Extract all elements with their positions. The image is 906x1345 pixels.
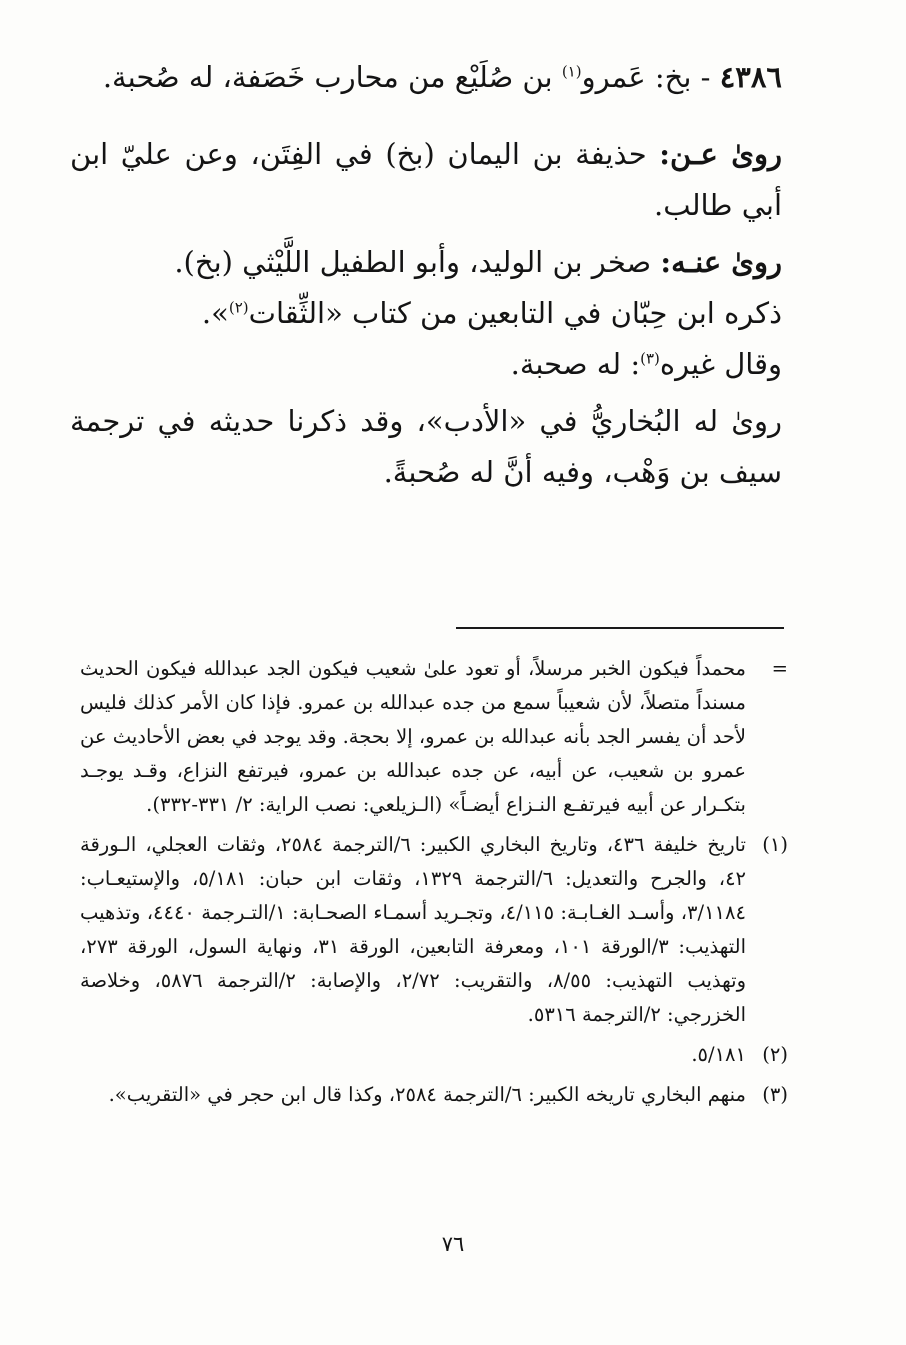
footnote-ref-1: (١): [561, 62, 582, 81]
entry-heading: [70, 52, 782, 103]
main-text: [70, 52, 782, 498]
narrated-from-label: روىٰ عـن:: [659, 137, 782, 171]
narrated-from-paragraph: [70, 129, 782, 231]
footnote-1: [80, 828, 788, 1032]
entry-heading-pre: - بخ: عَمرو: [581, 60, 711, 94]
footnote-separator: [456, 627, 784, 629]
thiqat-sentence: [70, 288, 782, 339]
footnote-mark: =: [771, 657, 788, 680]
others-pre: وقال غيره: [659, 347, 782, 381]
footnote-mark: (١): [762, 833, 788, 856]
footnote-text: محمداً فيكون الخبر مرسلاً، أو تعود علىٰ شعيب فيكون الجد عبدالله فيكون الحديث مسنداً متصلاً، لأن شعيباً سمع من جده عبدالله بن عمرو. فإذا كان الأمر كذلك فليس لأحد أن يفسر الجد بأنه عبدالله بن عمرو، إلا بحجة. وقد يوجد في بعض الأحاديث عن عمرو بن شعيب، عن أبيه، عن جده عبدالله بن عمرو، فيرتفع النزاع، وقـد يوجـد بتكـرار عن أبيه فيرتفـع النـزاع أيضـاً» (الـزيلعي: نصب الراية: ٢/ ٣٣١-٣٣٢).: [80, 657, 746, 816]
thiqat-post: ».: [201, 296, 229, 330]
footnote-ref-2: (٢): [228, 298, 249, 317]
narrated-by-text: صخر بن الوليد، وأبو الطفيل اللَّيْثي (بخ).: [174, 245, 652, 279]
footnotes: [80, 652, 788, 1112]
closing-paragraph: روىٰ له البُخاريُّ في «الأدب»، وقد ذكرنا حديثه في ترجمة سيف بن وَهْب، وفيه أنَّ له صُحبةً.: [70, 404, 782, 489]
narrated-by-paragraph: [70, 237, 782, 288]
narrated-from-text: حذيفة بن اليمان (بخ) في الفِتَن، وعن عليّ ابن أبي طالب.: [70, 137, 782, 222]
entry-heading-post: بن صُلَيْع من محارب خَصَفة، له صُحبة.: [102, 60, 553, 94]
footnote-text: منهم البخاري تاريخه الكبير: ٦/الترجمة ٢٥٨٤، وكذا قال ابن حجر في «التقريب».: [108, 1083, 746, 1106]
footnote-3: [80, 1078, 788, 1112]
footnote-text: تاريخ خليفة ٤٣٦، وتاريخ البخاري الكبير: ٦/الترجمة ٢٥٨٤، وثقات العجلي، الـورقة ٤٢، والجرح والتعديل: ٦/الترجمة ١٣٢٩، وثقات ابن حبان: ٥/١٨١، والإستيعـاب: ٣/١١٨٤، وأسـد الغـابـة: ٤/١١٥، وتجـريد أسمـاء الصحـابة: ١/التـرجمة ٤٤٤٠، وتذهيب التهذيب: ٣/الورقة ١٠١، ومعرفة التابعين، الورقة ٣١، ونهاية السول، الورقة ٢٧٣، وتهذيب التهذيب: ٨/٥٥، والتقريب: ٢/٧٢، والإصابة: ٢/الترجمة ٥٨٧٦، وخلاصة الخزرجي: ٢/الترجمة ٥٣١٦.: [80, 833, 747, 1026]
footnote-2: [80, 1038, 788, 1072]
others-sentence: [70, 339, 782, 390]
footnote-mark: (٢): [762, 1043, 788, 1066]
thiqat-pre: ذكره ابن حِبّان في التابعين من كتاب «الثِّقات: [248, 296, 782, 330]
narrated-by-label: روىٰ عنـه:: [660, 245, 782, 279]
entry-number: ٤٣٨٦: [719, 60, 782, 94]
others-post: : له صحبة.: [510, 347, 641, 381]
footnote-text: ٥/١٨١.: [691, 1043, 746, 1066]
footnote-continuation: [80, 652, 788, 822]
footnote-mark: (٣): [762, 1083, 788, 1106]
footnote-ref-3: (٣): [640, 349, 660, 368]
page-number: ٧٦: [441, 1232, 465, 1256]
